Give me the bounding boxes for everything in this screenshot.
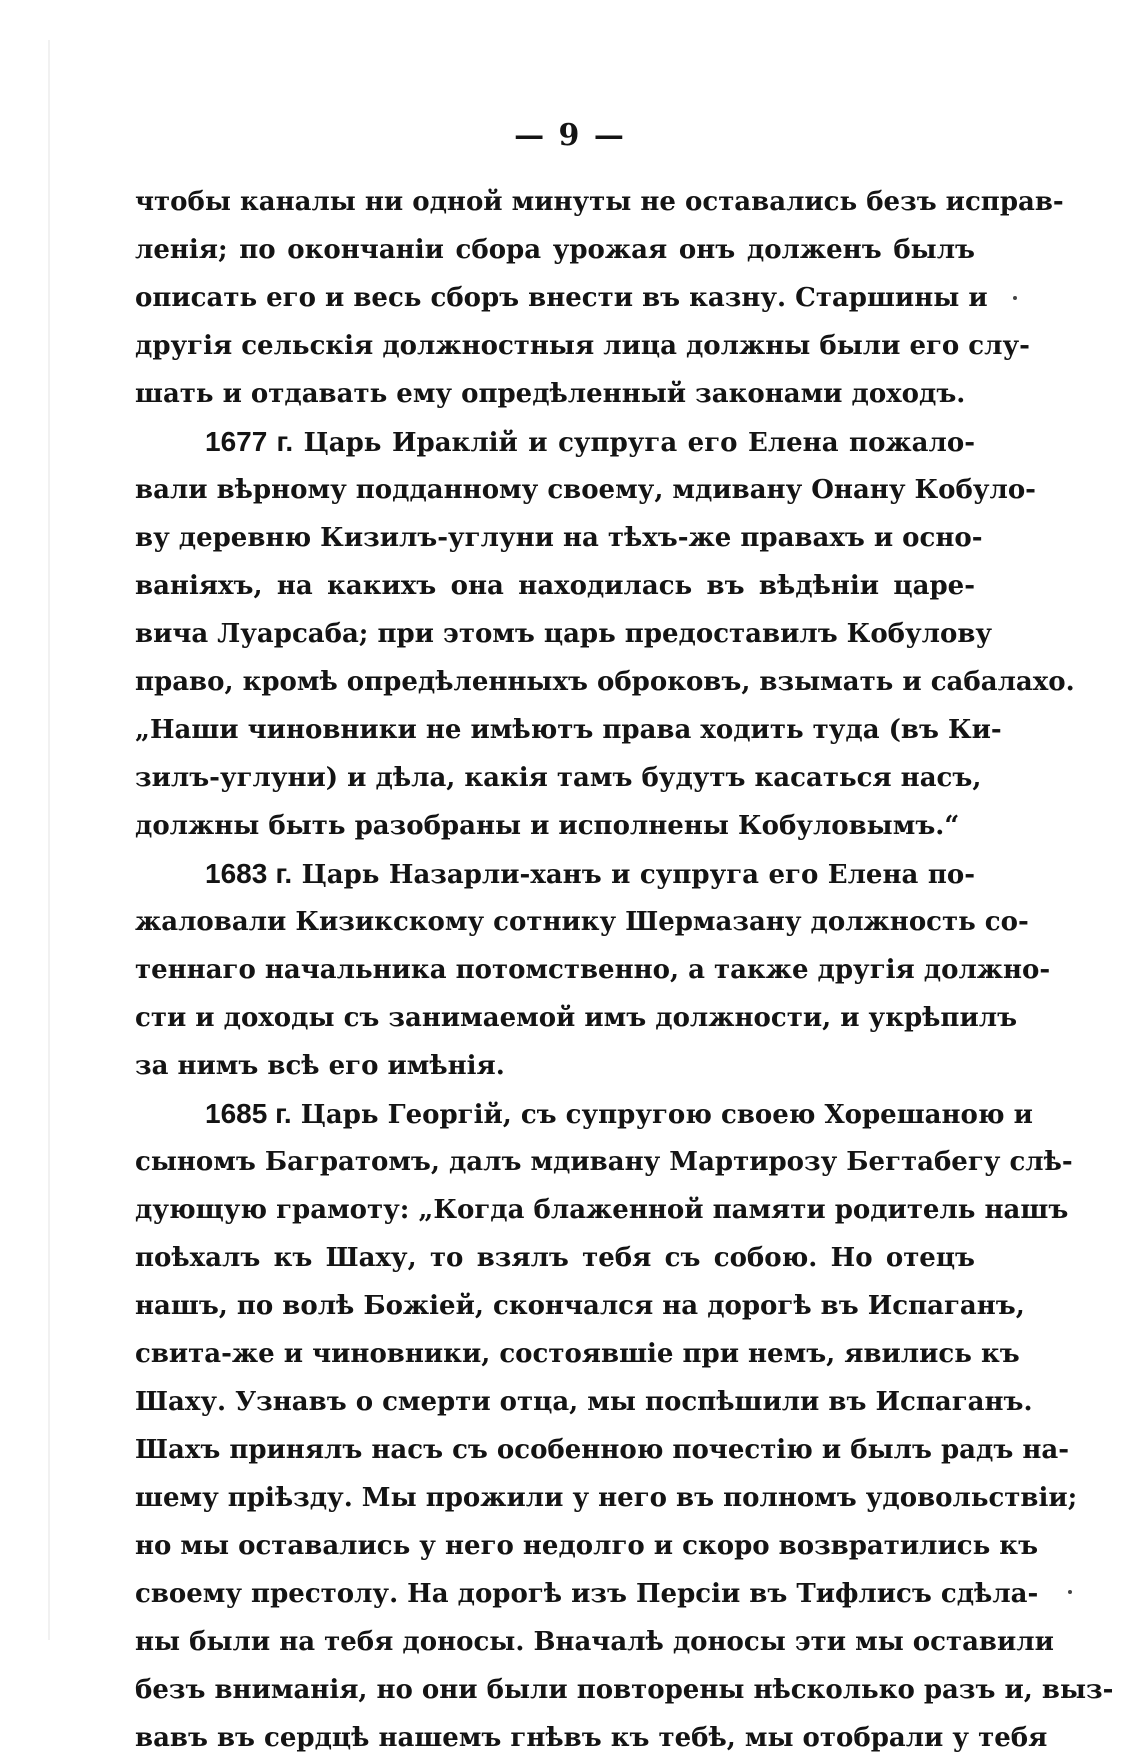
scan-speck bbox=[1013, 296, 1017, 300]
text-line: Шаху. Узнавъ о смерти отца, мы поспѣшили въ Испаганъ. bbox=[135, 1387, 1033, 1417]
text-line: но мы оставались у него недолго и скоро возвратились къ bbox=[135, 1531, 1039, 1561]
text-line: вали вѣрному подданному своему, мдивану Онану Кобуло- bbox=[135, 475, 1036, 505]
text-line: Царь Георгій, съ супругою своею Хорешаною и bbox=[300, 1100, 1033, 1130]
text-line: теннаго начальника потомственно, а также другія должно- bbox=[135, 955, 1051, 985]
text-line: сти и доходы съ занимаемой имъ должности, и укрѣпилъ bbox=[135, 1003, 1018, 1033]
text-line: шать и отдавать ему опредѣленный законами доходъ. bbox=[135, 379, 966, 409]
text-line: чтобы каналы ни одной минуты не оставались безъ исправ- bbox=[135, 187, 1064, 217]
text-line: описать его и весь сборъ внести въ казну. Старшины и bbox=[135, 283, 988, 313]
text-line: дующую грамоту: „Когда блаженной памяти родитель нашъ bbox=[135, 1195, 1069, 1225]
text-line: свита-же и чиновники, состоявшіе при немъ, явились къ bbox=[135, 1339, 1020, 1369]
year-1683: 1683 г. bbox=[205, 858, 293, 889]
text-line: безъ вниманія, но они были повторены нѣсколько разъ и, выз- bbox=[135, 1675, 1114, 1705]
text-line: должны быть разобраны и исполнены Кобуловымъ.“ bbox=[135, 811, 960, 841]
text-line: вавъ въ сердцѣ нашемъ гнѣвъ къ тебѣ, мы отобрали у тебя bbox=[135, 1723, 1048, 1753]
text-line: право, кромѣ опредѣленныхъ оброковъ, взымать и сабалахо. bbox=[135, 667, 1075, 697]
text-line: ны были на тебя доносы. Вначалѣ доносы эти мы оставили bbox=[135, 1627, 1054, 1657]
paragraph-1685-first-line bbox=[135, 1090, 1033, 1138]
text-line: нашъ, по волѣ Божіей, скончался на дорогѣ въ Испаганъ, bbox=[135, 1291, 1025, 1321]
page-number: — 9 — bbox=[514, 118, 626, 153]
year-1685: 1685 г. bbox=[205, 1098, 292, 1129]
scan-shadow bbox=[48, 40, 50, 1640]
text-line: жаловали Кизикскому сотнику Шермазану должность со- bbox=[135, 907, 1029, 937]
text-line: ленія; по окончаніи сбора урожая онъ долженъ былъ bbox=[135, 235, 975, 265]
text-line: вича Луарсаба; при этомъ царь предоставилъ Кобулову bbox=[135, 619, 993, 649]
paragraph-1677-first-line bbox=[135, 418, 975, 466]
text-line: ваніяхъ, на какихъ она находилась въ вѣдѣніи царе- bbox=[135, 571, 975, 601]
year-1677: 1677 г. bbox=[205, 426, 294, 457]
text-line: Шахъ принялъ насъ съ особенною почестію и былъ радъ на- bbox=[135, 1435, 1069, 1465]
text-line: за нимъ всѣ его имѣнія. bbox=[135, 1051, 505, 1081]
text-line: ву деревню Кизилъ-углуни на тѣхъ-же правахъ и осно- bbox=[135, 523, 983, 553]
text-line: другія сельскія должностныя лица должны были его слу- bbox=[135, 331, 1030, 361]
text-line: Царь Назарли-ханъ и супруга его Елена по- bbox=[301, 860, 975, 890]
text-line: зилъ-углуни) и дѣла, какія тамъ будутъ касаться насъ, bbox=[135, 763, 982, 793]
text-line: сыномъ Багратомъ, далъ мдивану Мартирозу Бегтабегу слѣ- bbox=[135, 1147, 1073, 1177]
scan-speck bbox=[1068, 1590, 1072, 1594]
text-line: поѣхалъ къ Шаху, то взялъ тебя съ собою. Но отецъ bbox=[135, 1243, 975, 1273]
text-line: Царь Ираклій и супруга его Елена пожало- bbox=[303, 428, 975, 458]
body-text bbox=[135, 178, 1114, 1762]
text-line: шему пріѣзду. Мы прожили у него въ полномъ удовольствіи; bbox=[135, 1483, 1078, 1513]
text-line: „Наши чиновники не имѣютъ права ходить туда (въ Ки- bbox=[135, 715, 1002, 745]
paragraph-1683-first-line bbox=[135, 850, 975, 898]
text-line: своему престолу. На дорогѣ изъ Персіи въ Тифлисъ сдѣла- bbox=[135, 1579, 1039, 1609]
